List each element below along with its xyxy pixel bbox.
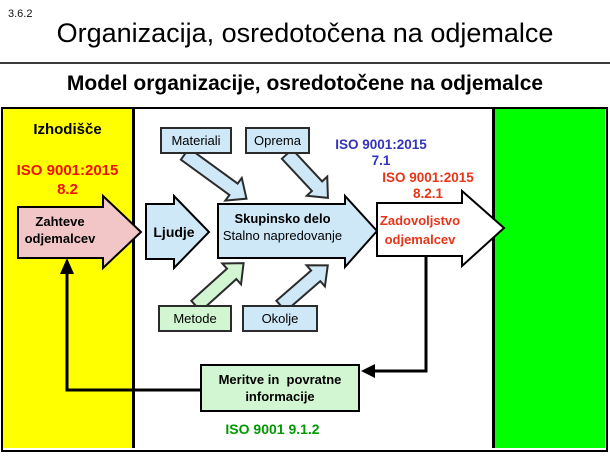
iso-clause-resources: ISO 9001:2015 7.1 [335, 137, 427, 168]
diagram-frame [1, 107, 608, 452]
oprema-box: Oprema [245, 127, 310, 154]
requirements-arrow-label: Zahteve odjemalcev [24, 214, 96, 246]
slide-title: Organizacija, osredotočena na odjemalce [56, 18, 554, 48]
teamwork-arrow-label: Skupinsko delo Stalno napredovanje [222, 211, 343, 243]
people-arrow-label: Ljudje [153, 224, 195, 240]
iso-start-clause: 8.2 [57, 181, 78, 198]
metode-box: Metode [158, 305, 232, 332]
iso-clause-satisfaction: ISO 9001:2015 8.2.1 [382, 170, 474, 201]
materiali-box: Materiali [160, 127, 232, 154]
okolje-box: Okolje [242, 305, 318, 332]
iso-clause-measurement: ISO 9001 9.1.2 [225, 421, 320, 437]
slide-subtitle: Model organizacije, osredotočene na odjemalce [66, 72, 544, 95]
satisfaction-arrow-label: Zadovoljstvo odjemalcev [379, 213, 461, 247]
iso-start-label: ISO 9001:2015 [16, 162, 119, 179]
start-heading: Izhodišče [33, 121, 102, 138]
slide-number: 3.6.2 [8, 8, 33, 20]
measurement-box: Meritve in povratne informacije [200, 364, 360, 412]
